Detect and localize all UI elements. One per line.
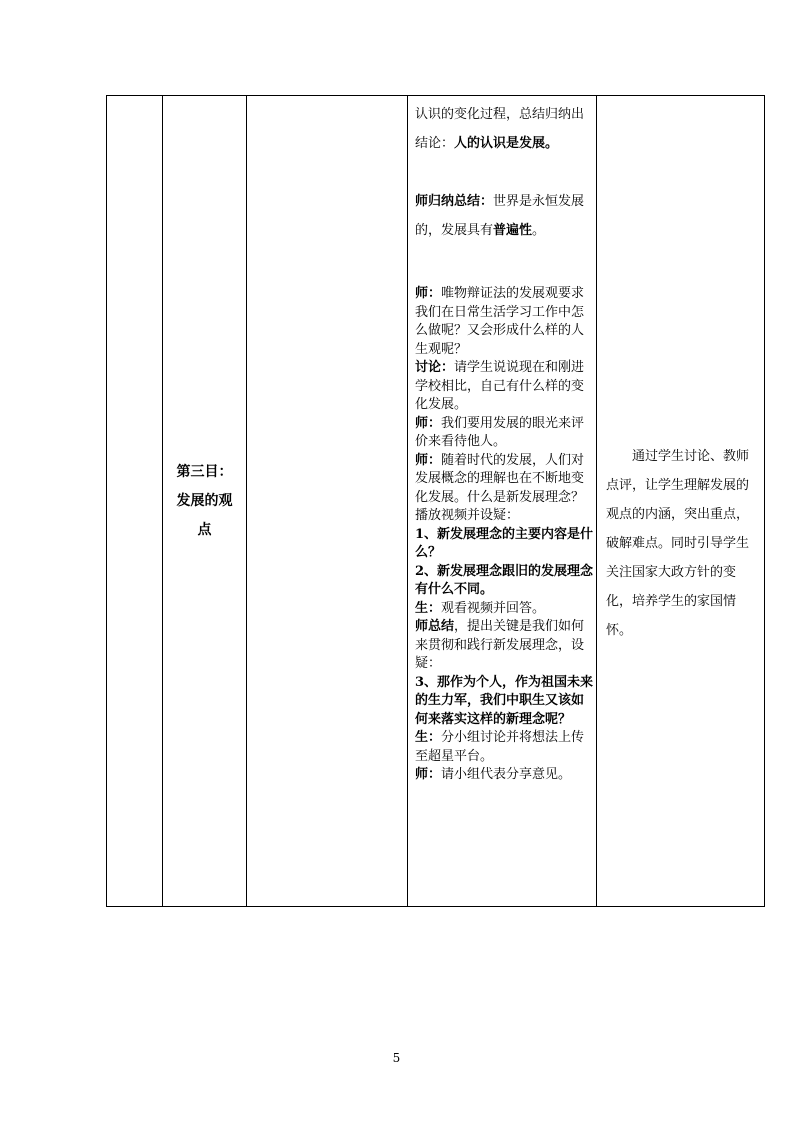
activity-paragraph: 师总结，提出关键是我们如何来贯彻和践行新发展理念，设疑： [415, 619, 585, 671]
activity-paragraph: 生：分小组讨论并将想法上传至超星平台。 [415, 730, 585, 764]
activity-paragraph: 师归纳总结：世界是永恒发展的，发展具有普遍性。 [415, 194, 585, 238]
activity-paragraph: 认识的变化过程，总结归纳出结论：人的认识是发展。 [415, 107, 585, 151]
section-cell [107, 96, 162, 906]
activity-question: 1、新发展理念的主要内容是什么？ [415, 526, 594, 560]
design-intent-cell [596, 96, 766, 906]
activities-cell [407, 96, 596, 906]
topic-cell [163, 96, 246, 906]
activity-paragraph: 师：我们要用发展的眼光来评价来看待他人。 [415, 415, 585, 449]
empty-cell [246, 96, 407, 906]
page-number: 5 [392, 1051, 401, 1065]
activity-paragraph: 师：请小组代表分享意见。 [415, 767, 572, 782]
activity-paragraph: 讨论：请学生说说现在和刚进学校相比，自己有什么样的变化发展。 [415, 360, 585, 412]
activity-paragraph: 师：唯物辩证法的发展观要求我们在日常生活学习工作中怎么做呢？又会形成什么样的人生观呢？ [415, 286, 585, 357]
activity-question: 3、那作为个人，作为祖国未来的生力军，我们中职生又该如何来落实这样的新理念呢？ [415, 674, 594, 727]
activity-paragraph: 生：观看视频并回答。 [415, 600, 546, 616]
activity-paragraph: 师：随着时代的发展，人们对发展概念的理解也在不断地变化发展。什么是新发展理念？播放视频并设疑： [415, 452, 585, 523]
activity-question: 2、新发展理念跟旧的发展理念有什么不同。 [415, 563, 594, 597]
design-intent-text: 通过学生讨论、教师点评，让学生理解发展的观点的内涵，突出重点，破解难点。同时引导学生关注国家大政方针的变化，培养学生的家国情怀。 [606, 449, 750, 638]
topic-title: 第三目：发展的观点 [176, 463, 233, 538]
lesson-plan-table [106, 95, 765, 907]
